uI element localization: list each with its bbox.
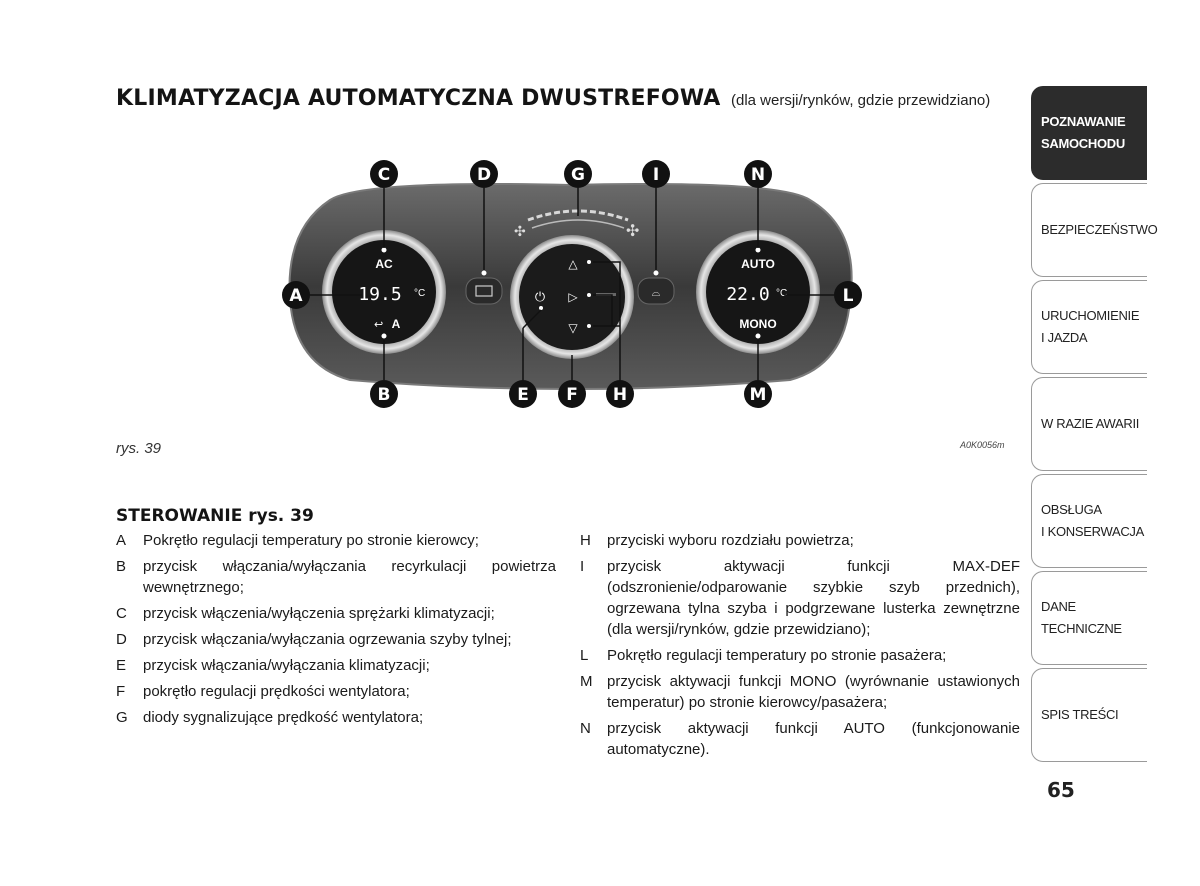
callout-l [834,281,862,309]
passenger-temperature-unit: °C [776,288,788,299]
airflow-middle-icon[interactable]: ▷ [568,290,578,304]
svg-text:B: B [377,385,391,405]
list-item: L Pokrętło regulacji temperatury po stronie pasażera; [580,647,947,664]
callout-d [470,160,498,188]
section-heading: STEROWANIE rys. 39 [116,506,314,526]
ac-button-label[interactable]: AC [375,257,393,271]
recirculation-icon: ↩ [374,318,384,331]
list-item: B przycisk włączania/wyłączania recyrkulacji powietrza wewnętrznego; [116,558,556,596]
list-item: D przycisk włączania/wyłączania ogrzewania szyby tylnej; [116,631,512,648]
figure-caption: rys. 39 [116,440,162,457]
tab-uruchomienie-i-jazda[interactable]: URUCHOMIENIE I JAZDA [1031,280,1147,374]
svg-text:A: A [289,286,303,306]
svg-text:N: N [750,165,766,185]
list-item: E przycisk włączania/wyłączania klimatyzacji; [116,657,430,674]
driver-temperature-unit: °C [414,288,426,299]
fan-high-icon: ✣ [626,221,640,240]
callout-f [558,380,586,408]
airflow-down-icon[interactable]: ▽ [568,321,578,335]
callout-m [744,380,772,408]
figure-code: A0K0056m [960,440,1005,450]
controls-list-right [580,530,1020,765]
mono-button-label[interactable]: MONO [739,317,777,331]
svg-text:F: F [566,385,578,405]
callout-g [564,160,592,188]
driver-temperature-display: 19.5 [358,284,402,305]
svg-text:M: M [749,385,767,405]
tab-poznawanie-samochodu[interactable]: POZNAWANIE SAMOCHODU [1031,86,1147,180]
chapter-tabs [1031,86,1158,765]
list-item: N przycisk aktywacji funkcji AUTO (funkcjonowanie automatyczne). [580,720,1020,758]
page-subtitle: (dla wersji/rynków, gdzie przewidziano) [730,92,991,109]
tab-obsluga-i-konserwacja[interactable]: OBSŁUGA I KONSERWACJA [1031,474,1147,568]
windshield-defrost-icon: ⌓ [651,286,661,299]
climate-panel-figure [270,150,870,420]
list-item: I przycisk aktywacji funkcji MAX-DEF (odszronienie/odparowanie szybkie szyb przednich), ogrzewana tylna szyba i podgrzewane lusterka zewnętrzne (dla wersji/rynków, gdzie przewidziano); [580,558,1020,638]
callout-h [606,380,634,408]
right-temperature-dial[interactable] [696,230,820,354]
airflow-up-icon[interactable]: △ [568,257,578,271]
power-icon[interactable]: ⏻ [534,290,546,305]
callout-c [370,160,398,188]
svg-text:L: L [842,286,854,306]
svg-text:H: H [612,385,628,405]
list-item: G diody sygnalizujące prędkość wentylatora; [116,709,424,726]
callout-n [744,160,772,188]
passenger-temperature-display: 22.0 [726,284,770,305]
svg-text:G: G [571,165,585,185]
tab-bezpieczenstwo[interactable]: BEZPIECZEŃSTWO [1031,183,1147,277]
tab-dane-techniczne[interactable]: DANE TECHNICZNE [1031,571,1147,665]
callout-a [282,281,310,309]
page-number: 65 [1047,778,1075,802]
page-title: KLIMATYZACJA AUTOMATYCZNA DWUSTREFOWA [116,86,721,111]
svg-text:D: D [476,165,492,185]
fan-low-icon: ✣ [514,224,526,240]
recirculation-button-label[interactable]: A [391,317,401,331]
svg-text:I: I [652,165,660,185]
list-item: F pokrętło regulacji prędkości wentylatora; [116,683,410,700]
list-item: C przycisk włączenia/wyłączenia sprężarki klimatyzacji; [116,605,495,622]
tab-spis-tresci[interactable]: SPIS TREŚCI [1031,668,1147,762]
fan-speed-knob[interactable] [510,235,634,359]
left-temperature-dial[interactable] [322,230,446,354]
tab-w-razie-awarii[interactable]: W RAZIE AWARII [1031,377,1147,471]
auto-button-label[interactable]: AUTO [741,257,775,271]
list-item: A Pokrętło regulacji temperatury po stronie kierowcy; [116,532,479,549]
list-item: M przycisk aktywacji funkcji MONO (wyrównanie ustawionych temperatur) po stronie kierowcy/pasażera; [580,673,1020,711]
callout-i [642,160,670,188]
page-title-row [116,86,990,111]
list-item: H przyciski wyboru rozdziału powietrza; [580,532,854,549]
svg-text:E: E [517,385,529,405]
callout-b [370,380,398,408]
controls-list-left [116,530,556,733]
svg-text:C: C [377,165,391,185]
callout-e [509,380,537,408]
